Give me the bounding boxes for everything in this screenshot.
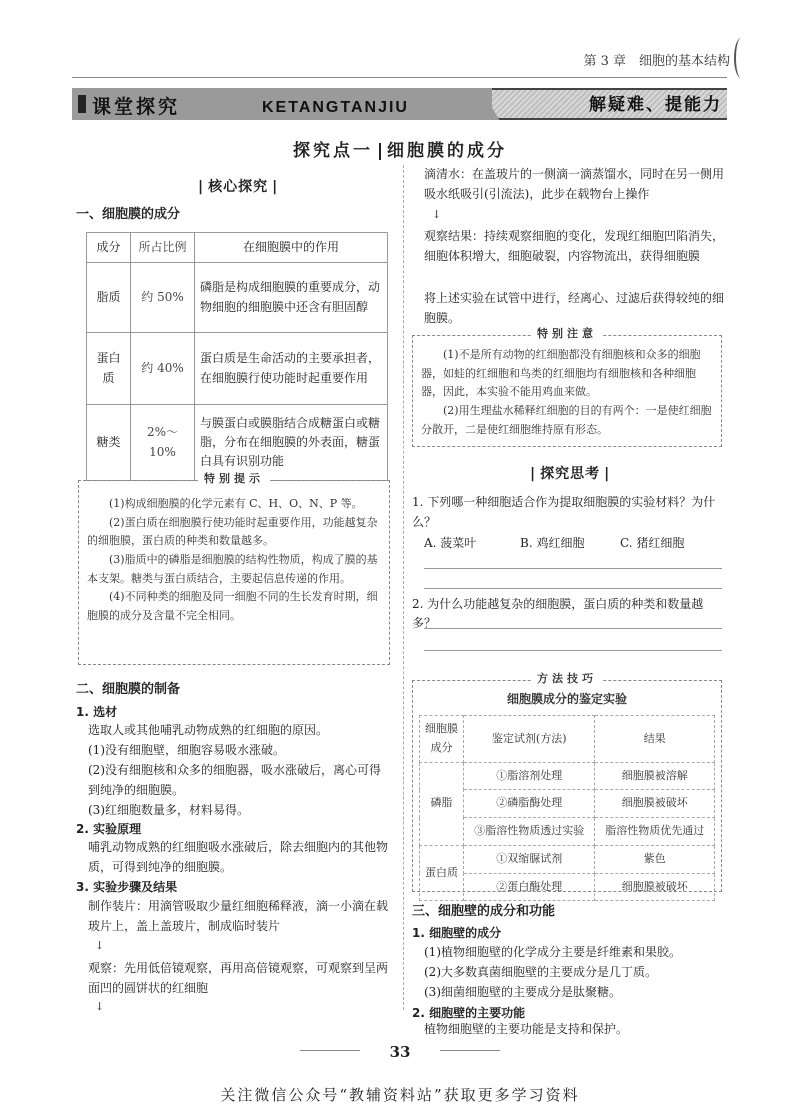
after-steps-text: 将上述实验在试管中进行，经离心、过滤后获得较纯的细胞膜。 xyxy=(424,291,725,325)
wall-component-line: (1)植物细胞壁的化学成分主要是纤维素和果胶。 xyxy=(424,945,681,959)
answer-line xyxy=(424,588,722,589)
table-row xyxy=(87,263,388,333)
step-text: 观察结果：持续观察细胞的变化，发现红细胞凹陷消失，细胞体积增大，细胞破裂，内容物流出，获得细胞膜 xyxy=(424,229,725,263)
flow-arrow-icon: ↓ xyxy=(95,1000,105,1013)
component-cell: 磷脂 xyxy=(420,762,464,845)
result-cell: 细胞膜被破坏 xyxy=(595,790,715,818)
banner-slogan: 解疑难、提能力 xyxy=(589,95,722,115)
method-box xyxy=(412,672,722,893)
table-header: 细胞膜成分 xyxy=(420,716,464,762)
component-cell: 蛋白质 xyxy=(420,845,464,900)
section-3-title: 三、细胞壁的成分和功能 xyxy=(412,904,556,919)
method-label: 方法技巧 xyxy=(531,672,603,685)
section-1-title: 一、细胞膜的成分 xyxy=(76,207,181,222)
material-line: 选取人或其他哺乳动物成熟的红细胞的原因。 xyxy=(88,723,329,737)
section-2-title: 二、细胞膜的制备 xyxy=(76,682,181,697)
wall-function-text: 植物细胞壁的主要功能是支持和保护。 xyxy=(424,1022,629,1036)
tip-item: (2)蛋白质在细胞膜行使功能时起重要作用，功能越复杂的细胞膜，蛋白质的种类和数量越多。 xyxy=(87,515,378,548)
component-ratio: 2%～10% xyxy=(131,405,195,481)
table-row xyxy=(420,845,715,873)
page-number: 33 xyxy=(389,1043,411,1061)
table-row xyxy=(87,333,388,405)
answer-line xyxy=(424,628,722,629)
method-cell: ②磷脂酶处理 xyxy=(464,790,595,818)
method-cell: ②蛋白酶处理 xyxy=(464,873,595,901)
point-title-number: 探究点一 xyxy=(293,141,373,161)
table-header: 结果 xyxy=(595,716,715,762)
component-ratio: 约 40% xyxy=(131,333,195,405)
table-row xyxy=(420,873,715,901)
attention-label: 特别注意 xyxy=(531,327,603,340)
component-name: 糖类 xyxy=(87,405,131,481)
subsection-title: 1. 细胞壁的成分 xyxy=(412,926,502,940)
method-cell: ③脂溶性物质透过实验 xyxy=(464,818,595,846)
wall-component-line: (2)大多数真菌细胞壁的主要成分是几丁质。 xyxy=(424,965,657,979)
identification-table xyxy=(419,715,715,901)
header-divider xyxy=(72,77,727,78)
result-cell: 细胞膜被溶解 xyxy=(595,762,715,790)
tip-item: (1)构成细胞膜的化学元素有 C、H、O、N、P 等。 xyxy=(109,497,363,510)
material-line: (1)没有细胞壁，细胞容易吸水涨破。 xyxy=(88,743,285,757)
subsection-title: 2. 细胞壁的主要功能 xyxy=(412,1006,526,1020)
point-title-topic: 细胞膜的成分 xyxy=(387,141,507,161)
table-header: 所占比例 xyxy=(131,233,195,263)
option-c: C. 猪红细胞 xyxy=(620,536,685,550)
result-cell: 细胞膜被破坏 xyxy=(595,873,715,901)
tip-label: 特别提示 xyxy=(198,472,270,485)
method-title: 细胞膜成分的鉴定实验 xyxy=(506,692,627,706)
step-text: 观察：先用低倍镜观察，再用高倍镜观察，可观察到呈两面凹的圆饼状的红细胞 xyxy=(88,961,389,995)
material-list xyxy=(88,720,388,820)
chapter-heading: 第 3 章 细胞的基本结构 xyxy=(583,54,730,69)
principle-text: 哺乳动物成熟的红细胞吸水涨破后，除去细胞内的其他物质，可得到纯净的细胞膜。 xyxy=(88,840,389,874)
think-section-label: | 探究思考 | xyxy=(530,463,610,485)
question-2: 2. 为什么功能越复杂的细胞膜，蛋白质的种类和数量越多？ xyxy=(412,597,704,631)
table-header: 在细胞膜中的作用 xyxy=(195,233,388,263)
core-section-label: | 核心探究 | xyxy=(198,176,278,198)
table-header-row xyxy=(420,716,715,762)
point-title xyxy=(0,138,800,165)
banner-title: 课堂探究 xyxy=(92,96,181,118)
title-separator xyxy=(379,143,381,160)
material-line: (3)红细胞数量多，材料易得。 xyxy=(88,803,249,817)
step-text: 制作装片：用滴管吸取少量红细胞稀释液，滴一小滴在载玻片上，盖上盖玻片，制成临时装片 xyxy=(88,899,389,933)
component-name: 蛋白质 xyxy=(87,333,131,405)
component-role: 磷脂是构成细胞膜的重要成分，动物细胞的细胞膜中还含有胆固醇 xyxy=(195,263,388,333)
tip-box xyxy=(78,472,390,665)
answer-line xyxy=(424,650,722,651)
subsection-title: 3. 实验步骤及结果 xyxy=(76,880,178,894)
table-row xyxy=(420,818,715,846)
component-role: 与膜蛋白或膜脂结合成糖蛋白或糖脂，分布在细胞膜的外表面，糖蛋白具有识别功能 xyxy=(195,405,388,481)
attention-item: (2)用生理盐水稀释红细胞的目的有两个：一是使红细胞分散开，二是使红细胞维持原有形态。 xyxy=(421,404,712,436)
footer-notice: 关注微信公众号“教辅资料站”获取更多学习资料 xyxy=(220,1086,580,1104)
banner-pinyin: KETANGTANJIU xyxy=(262,99,409,116)
result-cell: 紫色 xyxy=(595,845,715,873)
subsection-title: 1. 选材 xyxy=(76,705,118,719)
wall-component-line: (3)细菌细胞壁的主要成分是肽聚糖。 xyxy=(424,985,621,999)
column-divider xyxy=(403,165,404,1010)
step-text: 滴清水：在盖玻片的一侧滴一滴蒸馏水，同时在另一侧用吸水纸吸引(引流法)，此步在载物台上操作 xyxy=(424,167,725,201)
answer-line xyxy=(424,568,722,569)
flow-arrow-icon: ↓ xyxy=(432,208,442,221)
chapter-bracket-decoration xyxy=(734,38,748,78)
banner-marker-icon xyxy=(78,95,86,113)
option-a: A. 菠菜叶 xyxy=(424,536,477,550)
component-name: 脂质 xyxy=(87,263,131,333)
tip-item: (3)脂质中的磷脂是细胞膜的结构性物质，构成了膜的基本支架。糖类与蛋白质结合，主要起信息传递的作用。 xyxy=(87,553,378,585)
banner-slant xyxy=(470,88,510,120)
wall-components-list xyxy=(424,942,724,1002)
tip-item: (4)不同种类的细胞及同一细胞不同的生长发育时期，细胞膜的成分及含量不完全相同。 xyxy=(87,590,378,623)
flow-arrow-icon: ↓ xyxy=(95,939,105,952)
question-1: 1. 下列哪一种细胞适合作为提取细胞膜的实验材料？为什么？ xyxy=(412,495,716,529)
membrane-components-table xyxy=(86,232,388,481)
table-row xyxy=(420,762,715,790)
table-row xyxy=(420,790,715,818)
method-cell: ①脂溶剂处理 xyxy=(464,762,595,790)
attention-item: (1)不是所有动物的红细胞都没有细胞核和众多的细胞器，如蛙的红细胞和鸟类的红细胞均有细胞核和各种细胞器，因此，本实验不能用鸡血来做。 xyxy=(421,348,701,399)
table-header-row xyxy=(87,233,388,263)
component-ratio: 约 50% xyxy=(131,263,195,333)
material-line: (2)没有细胞核和众多的细胞器，吸水涨破后，离心可得到纯净的细胞膜。 xyxy=(88,763,382,797)
result-cell: 脂溶性物质优先通过 xyxy=(595,818,715,846)
table-header: 成分 xyxy=(87,233,131,263)
component-role: 蛋白质是生命活动的主要承担者，在细胞膜行使功能时起重要作用 xyxy=(195,333,388,405)
table-header: 鉴定试剂(方法) xyxy=(464,716,595,762)
subsection-title: 2. 实验原理 xyxy=(76,822,142,836)
method-cell: ①双缩脲试剂 xyxy=(464,845,595,873)
attention-box xyxy=(412,327,722,447)
option-b: B. 鸡红细胞 xyxy=(520,536,585,550)
table-row xyxy=(87,405,388,481)
